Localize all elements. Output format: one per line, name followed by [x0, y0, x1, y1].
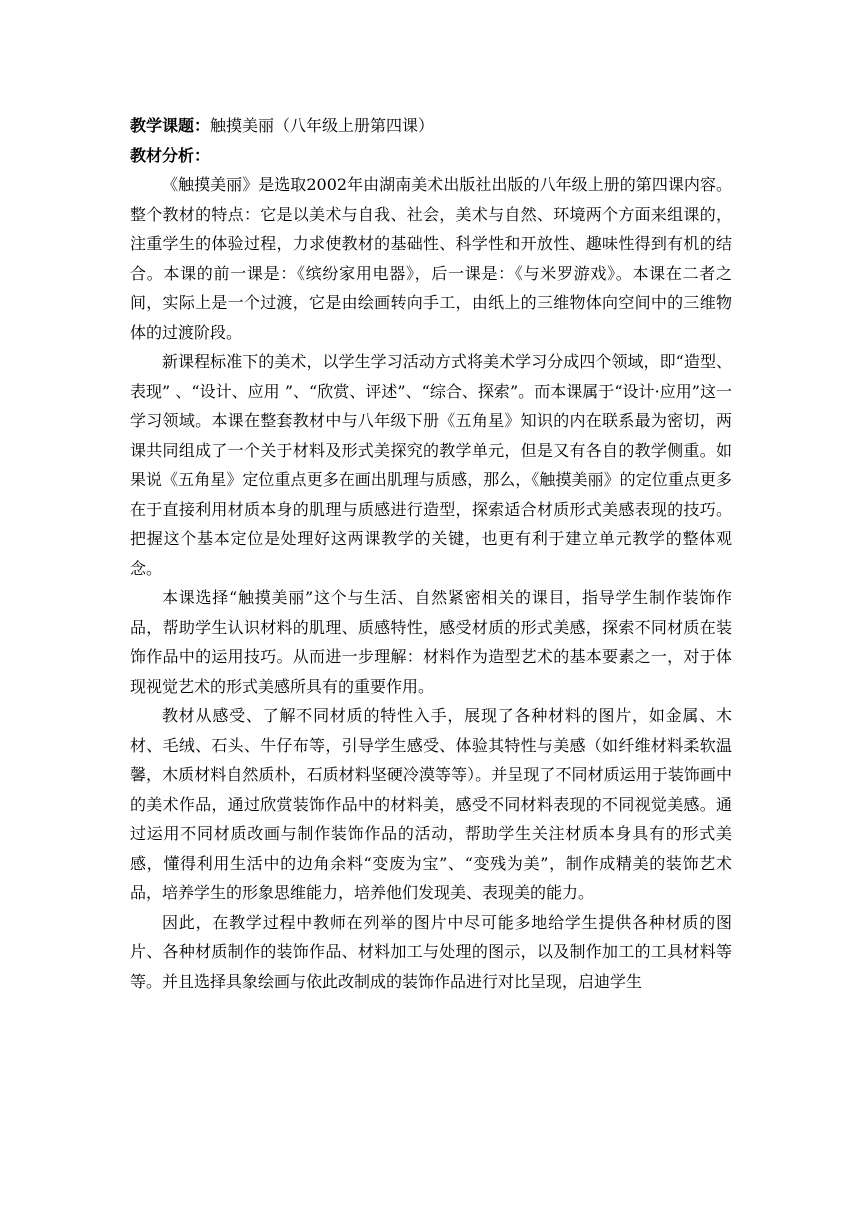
paragraph-2: 新课程标准下的美术，以学生学习活动方式将美术学习分成四个领域，即“造型、表现” 、“设计、应用 ”、“欣赏、评述”、“综合、探索”。而本课属于“设计·应用”这一学习领域。本课在整套教材中与八年级下册《五角星》知识的内在联系最为密切，两课共同组成了一个关于材料及形式美探究的教学单元，但是又有各自的教学侧重。如果说《五角星》定位重点更多在画出肌理与质感，那么，《触摸美丽》的定位重点更多在于直接利用材质本身的肌理与质感进行造型，探索适合材质形式美感表现的技巧。把握这个基本定位是处理好这两课教学的关键，也更有利于建立单元教学的整体观念。: [130, 352, 732, 578]
material-analysis-label: 教材分析：: [130, 145, 211, 165]
lesson-topic-value: 触摸美丽（八年级上册第四课）: [210, 116, 435, 135]
paragraph-1: 《触摸美丽》是选取2002年由湖南美术出版社出版的八年级上册的第四课内容。整个教材的特点：它是以美术与自我、社会，美术与自然、环境两个方面来组课的，注重学生的体验过程，力求使教材的基础性、科学性和开放性、趣味性得到有机的结合。本课的前一课是：《缤纷家用电器》，后一课是：《与米罗游戏》。本课在二者之间，实际上是一个过渡，它是由绘画转向手工，由纸上的三维物体向空间中的三维物体的过渡阶段。: [130, 175, 732, 342]
lesson-topic-label: 教学课题：: [130, 116, 211, 135]
paragraph-3: 本课选择“触摸美丽”这个与生活、自然紧密相关的课目，指导学生制作装饰作品，帮助学生认识材料的肌理、质感特性，感受材质的形式美感，探索不同材质在装饰作品中的运用技巧。从而进一步理解：材料作为造型艺术的基本要素之一，对于体现视觉艺术的形式美感所具有的重要作用。: [130, 588, 732, 696]
lesson-topic-line: [130, 111, 732, 141]
document-page: [130, 111, 732, 996]
paragraph-5: 因此，在教学过程中教师在列举的图片中尽可能多地给学生提供各种材质的图片、各种材质制作的装饰作品、材料加工与处理的图示，以及制作加工的工具材料等等。并且选择具象绘画与依此改制成的装饰作品进行对比呈现，启迪学生: [130, 912, 732, 991]
material-analysis-line: [130, 141, 732, 171]
paragraph-4: 教材从感受、了解不同材质的特性入手，展现了各种材料的图片，如金属、木材、毛绒、石头、牛仔布等，引导学生感受、体验其特性与美感（如纤维材料柔软温馨，木质材料自然质朴，石质材料坚硬冷漠等等）。并呈现了不同材质运用于装饰画中的美术作品，通过欣赏装饰作品中的材料美，感受不同材料表现的不同视觉美感。通过运用不同材质改画与制作装饰作品的活动，帮助学生关注材质本身具有的形式美感，懂得利用生活中的边角余料“变废为宝”、“变残为美”，制作成精美的装饰艺术品，培养学生的形象思维能力，培养他们发现美、表现美的能力。: [130, 706, 732, 902]
